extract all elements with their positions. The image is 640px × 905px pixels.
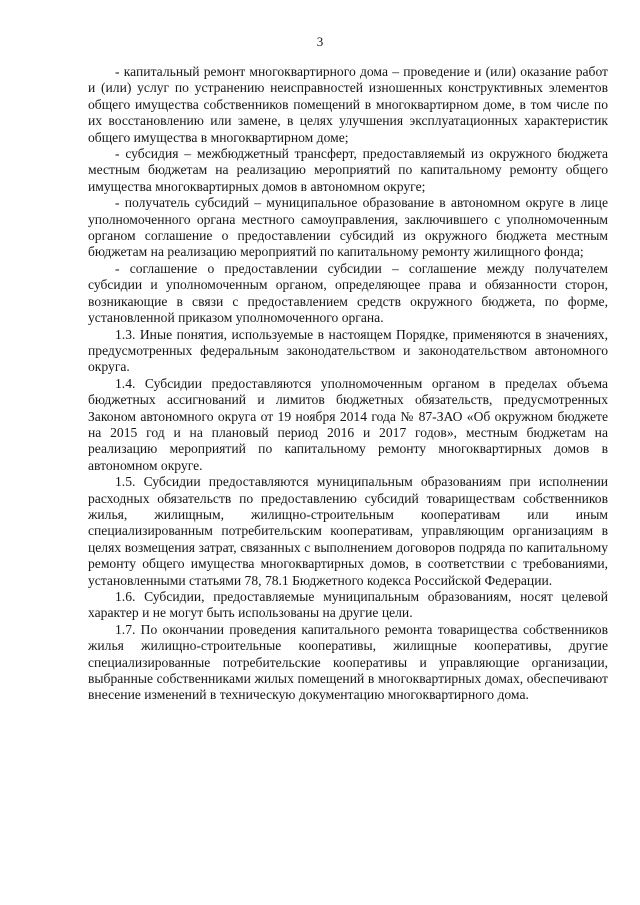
paragraph-1-4: 1.4. Субсидии предоставляются уполномоченным органом в пределах объема бюджетных ассигнований и лимитов бюджетных обязательств, предусмотренных Законом автономного округа от 19 ноября 2014 года № 87-ЗАО «Об окружном бюджете на 2015 год и на плановый период 2016 и 2017 годов», местным бюджетам на реализацию мероприятий по капитальному ремонту многоквартирных домов в автономном округе. xyxy=(88,375,608,473)
paragraph-agreement-definition: - соглашение о предоставлении субсидии – соглашение между получателем субсидии и уполномоченным органом, определяющее права и обязанности сторон, возникающие в связи с предоставлением средств окружного бюджета, по форме, установленной приказом уполномоченного органа. xyxy=(88,260,608,326)
paragraph-1-3: 1.3. Иные понятия, используемые в настоящем Порядке, применяются в значениях, предусмотренных федеральным законодательством и законодательством автономного округа. xyxy=(88,326,608,375)
paragraph-1-7: 1.7. По окончании проведения капитального ремонта товарищества собственников жилья жилищно-строительные кооперативы, жилищные кооперативы, другие специализированные потребительские кооперативы и управляющие организации, выбранные собственниками жилых помещений в многоквартирных домах, обеспечивают внесение изменений в техническую документацию многоквартирного дома. xyxy=(88,621,608,703)
paragraph-capital-repair-definition: - капитальный ремонт многоквартирного дома – проведение и (или) оказание работ и (или) услуг по устранению неисправностей изношенных конструктивных элементов общего имущества собственников помещений в многоквартирном доме, в том числе по их восстановлению или замене, в целях улучшения эксплуатационных характеристик общего имущества в многоквартирном доме; xyxy=(88,64,608,145)
paragraph-subsidy-definition: - субсидия – межбюджетный трансферт, предоставляемый из окружного бюджета местным бюджетам на реализацию мероприятий по капитальному ремонту общего имущества многоквартирных домов в автономном округе; xyxy=(88,146,608,194)
document-body xyxy=(88,64,608,704)
paragraph-1-5: 1.5. Субсидии предоставляются муниципальным образованиям при исполнении расходных обязательств по предоставлению субсидий товариществам собственников жилья, жилищным, жилищно-строительным кооперативам или иным специализированным потребительским кооперативам, управляющим организациям в целях возмещения затрат, связанных с выполнением договоров подряда по капитальному ремонту общего имущества многоквартирных домов, в соответствии с требованиями, установленными статьями 78, 78.1 Бюджетного кодекса Российской Федерации. xyxy=(88,474,608,588)
paragraph-recipient-definition: - получатель субсидий – муниципальное образование в автономном округе в лице уполномоченного органа местного самоуправления, заключившего с уполномоченным органом соглашение о предоставлении субсидий из окружного бюджета местным бюджетам на реализацию мероприятий по капитальному ремонту жилищного фонда; xyxy=(88,195,608,260)
page-number: 3 xyxy=(316,34,324,49)
paragraph-1-6: 1.6. Субсидии, предоставляемые муниципальным образованиям, носят целевой характер и не могут быть использованы на другие цели. xyxy=(88,589,608,621)
